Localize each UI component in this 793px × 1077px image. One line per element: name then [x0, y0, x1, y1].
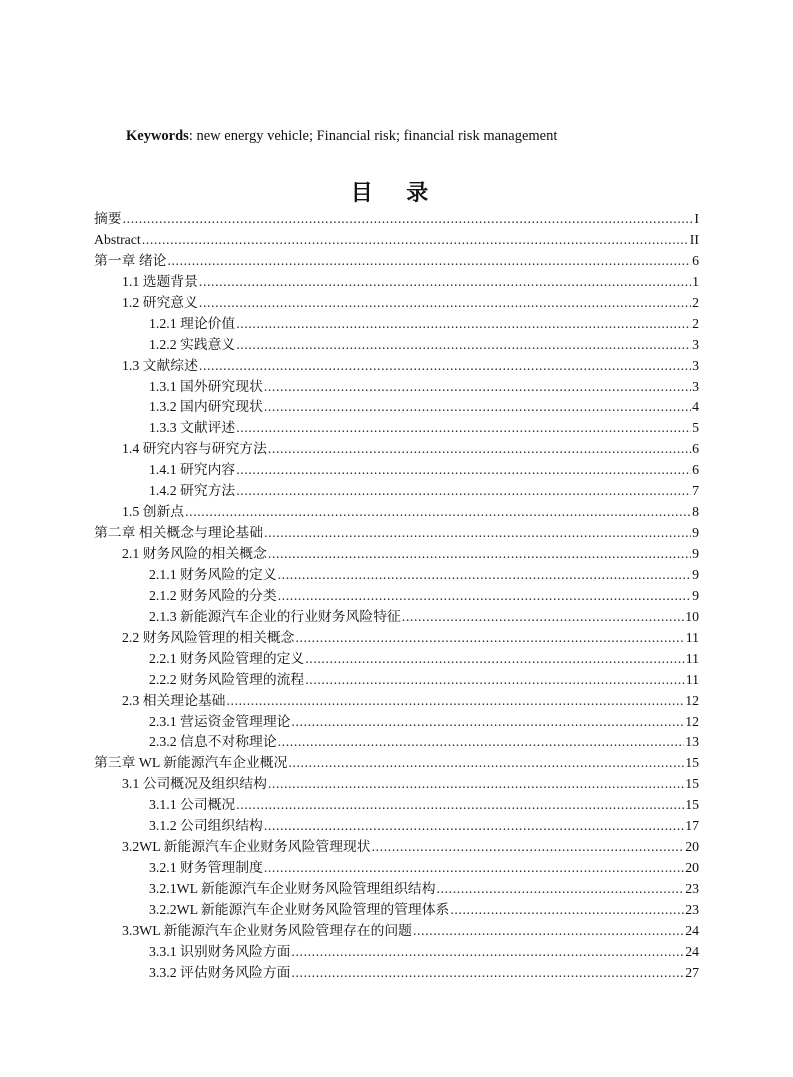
toc-leader-dots	[450, 900, 684, 921]
toc-entry-label: 3.3.2 评估财务风险方面	[149, 964, 291, 980]
toc-entry[interactable]	[94, 272, 699, 293]
toc-entry-label: 3.3WL 新能源汽车企业财务风险管理存在的问题	[122, 922, 412, 938]
toc-entry-page: II	[689, 231, 699, 247]
toc-entry-label: 3.2.1 财务管理制度	[149, 860, 263, 876]
toc-leader-dots	[295, 628, 684, 649]
toc-entry-page: 3	[692, 336, 699, 352]
toc-entry-label: 2.3 相关理论基础	[122, 692, 226, 708]
toc-leader-dots	[264, 523, 691, 544]
toc-entry-page: I	[694, 211, 699, 226]
toc-entry-label: 1.5 创新点	[122, 504, 185, 520]
toc-leader-dots	[264, 858, 684, 879]
toc-entry[interactable]	[94, 251, 699, 272]
toc-leader-dots	[123, 209, 694, 230]
toc-entry-label: 1.2.1 理论价值	[149, 315, 236, 331]
toc-entry-label: 1.2 研究意义	[122, 294, 198, 310]
toc-entry[interactable]	[94, 377, 699, 398]
toc-leader-dots	[199, 272, 691, 293]
toc-entry-page: 15	[685, 755, 699, 771]
toc-leader-dots	[268, 439, 691, 460]
toc-entry-label: 2.1.3 新能源汽车企业的行业财务风险特征	[149, 608, 401, 624]
toc-entry[interactable]	[94, 523, 699, 544]
toc-entry[interactable]	[94, 502, 699, 523]
toc-entry-label: 1.4.1 研究内容	[149, 462, 236, 478]
toc-entry-page: 11	[685, 671, 699, 687]
toc-entry[interactable]	[94, 439, 699, 460]
toc-leader-dots	[278, 586, 691, 607]
toc-entry-page: 2	[692, 294, 699, 310]
toc-entry[interactable]	[94, 691, 699, 712]
toc-entry-label: 2.1.2 财务风险的分类	[149, 587, 277, 603]
toc-entry-label: 摘要	[94, 211, 122, 226]
toc-entry-label: 1.3.2 国内研究现状	[149, 399, 263, 415]
toc-entry-page: 17	[685, 818, 699, 834]
toc-entry-page: 15	[685, 776, 699, 792]
toc-entry[interactable]	[94, 460, 699, 481]
toc-entry-page: 9	[692, 546, 699, 561]
toc-entry-page: 20	[685, 839, 699, 855]
toc-entry-label: 3.2.1WL 新能源汽车企业财务风险管理组织结构	[149, 881, 436, 896]
toc-entry[interactable]	[94, 816, 699, 837]
toc-leader-dots	[278, 732, 685, 753]
toc-leader-dots	[264, 377, 691, 398]
toc-leader-dots	[437, 879, 685, 900]
toc-entry[interactable]	[94, 565, 699, 586]
toc-entry[interactable]	[94, 481, 699, 502]
toc-entry-label: 2.2 财务风险管理的相关概念	[122, 629, 295, 645]
toc-entry-label: 2.2.2 财务风险管理的流程	[149, 671, 305, 687]
toc-leader-dots	[268, 774, 684, 795]
toc-entry[interactable]	[94, 544, 699, 565]
toc-leader-dots	[185, 502, 691, 523]
toc-leader-dots	[291, 963, 684, 984]
toc-entry-label: 3.1.2 公司组织结构	[149, 818, 263, 834]
toc-leader-dots	[291, 942, 684, 963]
toc-entry-page: 8	[692, 504, 699, 520]
toc-entry[interactable]	[94, 397, 699, 418]
toc-leader-dots	[413, 921, 684, 942]
toc-entry-label: 2.3.2 信息不对称理论	[149, 734, 277, 750]
toc-entry-page: 1	[692, 273, 699, 289]
toc-entry[interactable]	[94, 858, 699, 879]
toc-entry-page: 9	[692, 587, 699, 603]
toc-entry[interactable]	[94, 774, 699, 795]
toc-entry-page: 6	[692, 441, 699, 457]
toc-leader-dots	[268, 544, 691, 565]
toc-entry-label: 第一章 绪论	[94, 252, 167, 268]
table-of-contents	[94, 209, 699, 984]
toc-entry-page: 11	[685, 650, 699, 666]
toc-entry-label: 2.1.1 财务风险的定义	[149, 566, 277, 582]
toc-entry-page: 20	[685, 860, 699, 876]
toc-entry[interactable]	[94, 418, 699, 439]
toc-entry[interactable]	[94, 712, 699, 733]
toc-entry-page: 3	[692, 378, 699, 394]
toc-entry-page: 5	[692, 420, 699, 436]
toc-title: 目 录	[350, 180, 443, 205]
toc-entry[interactable]	[94, 837, 699, 858]
toc-entry-label: Abstract	[94, 231, 141, 247]
toc-entry[interactable]	[94, 879, 699, 900]
toc-entry-label: 2.2.1 财务风险管理的定义	[149, 650, 305, 666]
keywords-line	[126, 128, 557, 145]
toc-entry-label: 1.4 研究内容与研究方法	[122, 441, 267, 457]
toc-entry-page: 4	[692, 399, 699, 415]
toc-entry-page: 6	[692, 252, 699, 268]
toc-entry[interactable]	[94, 921, 699, 942]
toc-entry[interactable]	[94, 628, 699, 649]
toc-entry-label: 1.3.3 文献评述	[149, 420, 236, 436]
toc-entry-page: 7	[692, 483, 699, 499]
toc-leader-dots	[264, 397, 691, 418]
toc-leader-dots	[236, 314, 691, 335]
toc-entry[interactable]	[94, 209, 699, 230]
toc-entry[interactable]	[94, 356, 699, 377]
toc-leader-dots	[199, 293, 691, 314]
toc-entry[interactable]	[94, 293, 699, 314]
toc-entry-label: 3.3.1 识别财务风险方面	[149, 943, 291, 959]
toc-entry-label: 3.1 公司概况及组织结构	[122, 776, 267, 792]
toc-leader-dots	[199, 356, 691, 377]
toc-entry-label: 1.4.2 研究方法	[149, 483, 236, 499]
toc-entry-page: 3	[692, 357, 699, 373]
toc-entry[interactable]	[94, 314, 699, 335]
toc-entry-label: 第三章 WL 新能源汽车企业概况	[94, 755, 288, 771]
toc-entry[interactable]	[94, 795, 699, 816]
toc-leader-dots	[278, 565, 691, 586]
toc-entry-page: 9	[692, 566, 699, 582]
toc-leader-dots	[305, 670, 684, 691]
toc-leader-dots	[372, 837, 685, 858]
toc-leader-dots	[291, 712, 684, 733]
toc-entry-label: 1.1 选题背景	[122, 273, 198, 289]
toc-entry[interactable]	[94, 732, 699, 753]
toc-entry[interactable]	[94, 942, 699, 963]
toc-entry-label: 1.2.2 实践意义	[149, 336, 236, 352]
toc-leader-dots	[288, 753, 684, 774]
toc-entry-page: 27	[685, 964, 699, 980]
toc-entry[interactable]	[94, 753, 699, 774]
toc-leader-dots	[236, 481, 691, 502]
toc-entry-page: 24	[685, 922, 699, 938]
toc-entry-page: 6	[692, 462, 699, 478]
toc-entry-page: 10	[685, 608, 699, 624]
toc-leader-dots	[264, 816, 684, 837]
toc-entry-page: 11	[685, 629, 699, 645]
toc-entry-label: 3.1.1 公司概况	[149, 797, 236, 813]
toc-entry[interactable]	[94, 963, 699, 984]
toc-entry[interactable]	[94, 335, 699, 356]
toc-leader-dots	[305, 649, 684, 670]
toc-entry-page: 13	[685, 734, 699, 750]
toc-leader-dots	[236, 418, 691, 439]
toc-entry[interactable]	[94, 670, 699, 691]
toc-leader-dots	[167, 251, 691, 272]
toc-entry-page: 9	[692, 525, 699, 541]
toc-leader-dots	[226, 691, 684, 712]
toc-entry-page: 12	[685, 713, 699, 729]
toc-entry-label: 第二章 相关概念与理论基础	[94, 525, 264, 541]
keywords-text: : new energy vehicle; Financial risk; financial risk management	[188, 128, 558, 144]
toc-entry-label: 1.3 文献综述	[122, 357, 198, 373]
toc-entry-page: 23	[685, 901, 699, 917]
keywords-label: Keywords	[126, 128, 189, 144]
toc-entry-label: 1.3.1 国外研究现状	[149, 378, 263, 394]
toc-entry-page: 12	[685, 692, 699, 708]
toc-leader-dots	[236, 795, 684, 816]
toc-entry-page: 15	[685, 797, 699, 813]
toc-entry-label: 3.2WL 新能源汽车企业财务风险管理现状	[122, 839, 371, 855]
toc-leader-dots	[142, 230, 689, 251]
toc-entry[interactable]	[94, 230, 699, 251]
toc-entry-label: 2.1 财务风险的相关概念	[122, 546, 267, 561]
toc-entry[interactable]	[94, 900, 699, 921]
toc-entry-page: 24	[685, 943, 699, 959]
toc-entry-label: 3.2.2WL 新能源汽车企业财务风险管理的管理体系	[149, 901, 450, 917]
toc-entry[interactable]	[94, 586, 699, 607]
toc-entry[interactable]	[94, 649, 699, 670]
toc-entry-page: 2	[692, 315, 699, 331]
toc-leader-dots	[402, 607, 684, 628]
toc-entry-page: 23	[685, 881, 699, 896]
toc-leader-dots	[236, 460, 691, 481]
toc-entry[interactable]	[94, 607, 699, 628]
toc-entry-label: 2.3.1 营运资金管理理论	[149, 713, 291, 729]
toc-leader-dots	[236, 335, 691, 356]
